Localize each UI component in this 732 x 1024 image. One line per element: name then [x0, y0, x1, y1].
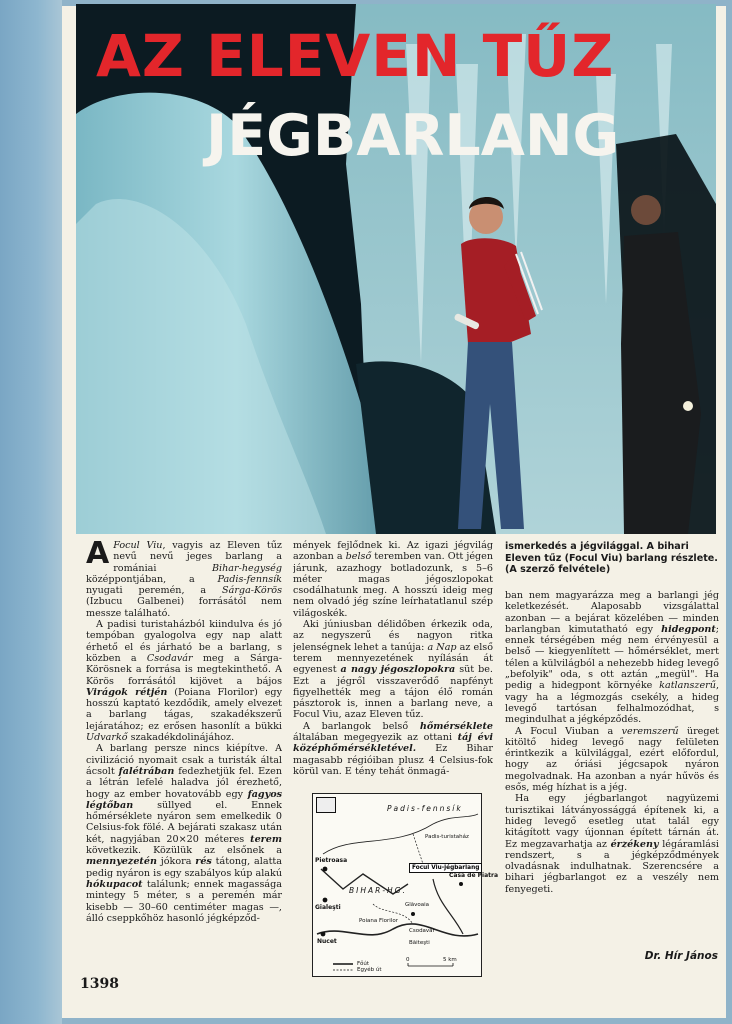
- map-place-5: Csodavár: [409, 928, 435, 934]
- paragraph: [86, 540, 282, 619]
- headline-line-2: JÉGBARLANG: [206, 103, 620, 169]
- text-run: Aki júniusban délidőben érkezik oda, az negyszerű és nagyon ritka jelenségnek lehet a tanúja:: [293, 619, 493, 653]
- text-run: ban nem magyarázza meg a barlangi jég keletkezését. Alaposabb vizsgálattal azonban — a bejárat közelében — minden barlangban kimutatható egy: [505, 590, 719, 635]
- text-run: találunk; ennek magassága mintegy 5 méter, s a peremén már kisebb — 30–60 centiméter magas —, álló cseppkőhöz hasonló jégképződ-: [86, 878, 282, 924]
- text-run: (Izbucu Galbenei) forrásától nem messze található.: [86, 596, 282, 619]
- article-column-1: [86, 540, 282, 960]
- map-legend-other-road: Egyéb út: [357, 967, 382, 973]
- map-label-bihar: BIHAR-HG.: [349, 886, 407, 895]
- map-place-0: Padis-turistaház: [425, 834, 469, 840]
- map-place-6: Nucet: [317, 938, 337, 945]
- map-place-7: Băiteşti: [409, 940, 430, 946]
- text-run: , vagyis az Eleven tűz nevű nevű jeges barlang a romániai: [113, 540, 282, 574]
- text-run: a nagy jégoszlopokra: [340, 664, 456, 676]
- headline-line-1: AZ ELEVEN TŰZ: [96, 22, 615, 90]
- map-label-padis: Padis-fennsík: [387, 804, 463, 813]
- drop-cap: A: [86, 540, 110, 571]
- map-drawing: [313, 794, 481, 976]
- text-run: katlanszerű: [659, 680, 716, 692]
- text-run: hókupacot: [86, 878, 143, 890]
- text-run: A barlangok belső: [303, 720, 420, 732]
- text-run: szakadékdolinájához.: [127, 732, 235, 744]
- text-run: Ha egy jégbarlangot nagyüzemi turisztikai látványossággá építenek ki, a hideg levegő esetleg utat talál egy kitágított vagy újonnan épített tárnán át. Ez megzavarhatja az: [505, 793, 719, 850]
- column-1-paragraphs: [86, 540, 282, 924]
- text-run: süt be. Ezt a jégről visszaverődő napfényt figyelhették meg a tájon élő román pásztorok is, innen a barlang neve, a Focul Viu, azaz Eleven tűz.: [293, 664, 493, 721]
- author-byline: Dr. Hír János: [644, 950, 718, 962]
- text-run: falétrában: [118, 765, 175, 777]
- text-run: nyugati peremén, a: [86, 585, 223, 597]
- page-number: 1398: [80, 976, 119, 992]
- map-place-3: Glăvoaia: [405, 902, 430, 908]
- map-legend-main-road: Főút: [357, 961, 369, 967]
- map-place-8: Poiana Florilor: [359, 918, 398, 924]
- text-run: veremszerű: [621, 725, 679, 737]
- text-run: tátong, alatta pedig nyáron is egy szabályos kúp alakú: [86, 856, 282, 879]
- map-place-4: Casa de Piatra: [449, 872, 498, 879]
- text-run: Padis-fennsík: [217, 573, 282, 585]
- map-place-1: Pietroasa: [315, 857, 348, 864]
- text-run: rés: [195, 856, 212, 868]
- text-run: süllyed el. Ennek hőmérséklete nyáron sem emelkedik 0 Celsius-fok fölé. A bejárati szakasz után két, nagyjában 20×20 méteres: [86, 799, 282, 845]
- paragraph: [86, 619, 282, 743]
- text-run: érzékeny: [610, 838, 659, 850]
- text-run: üreget kitöltő hideg levegő nagy felületen érintkezik a külvilággal, ezért előfordul, hogy az óriási jégcsapok nyáron megolvadnak. Ha azonban a nyár hűvös és esős, még hízhat is a jég.: [505, 725, 719, 794]
- text-run: általában megegyezik az ottani: [293, 732, 458, 744]
- text-run: táj évi középhőmérsékletével.: [293, 732, 493, 755]
- photo-caption: ismerkedés a jégvilággal. A bihari Eleven tűz (Focul Viu) barlang részlete. (A szerző felvétele): [505, 541, 718, 575]
- paragraph: [505, 793, 719, 895]
- map-scale-end: 5 km: [443, 957, 457, 963]
- text-run: következik. Közülük az elsőnek a: [86, 845, 282, 857]
- text-run: hőmérséklete: [419, 720, 493, 732]
- column-2-paragraphs: [293, 540, 493, 777]
- text-run: fedezhetjük fel. Ezen a létrán lefelé haladva jól érezhető, hogy az ember hovatovább egy: [86, 765, 282, 800]
- magazine-spine: [0, 0, 62, 1024]
- text-run: a Nap: [427, 641, 457, 653]
- text-run: teremben van. Ott jégen járunk, azazhogy botladozunk, s 5–6 méter magas jégoszlopokat csodálhatunk meg. A hosszú ideig meg nem olvadó jég színe leírhatatlanul szép világoskék.: [293, 551, 493, 619]
- text-run: ; ennek térségében még nem érvényesül a belső — kiegyenlített — hőmérséklet, mert télen a külvilágból a nehezebb hideg levegő „befolyik" oda, s ott aztán „megül". Ha pedig a hidegpont környéke: [505, 623, 719, 692]
- text-run: Ez Bihar magasabb régióiban plusz 4 Celsius-fok körül van. E tény tehát önmagá-: [293, 743, 493, 777]
- text-run: Virágok rétjén: [86, 686, 168, 698]
- map-scale-start: 0: [406, 957, 410, 963]
- paragraph: [293, 540, 493, 619]
- paragraph: [505, 726, 719, 794]
- column-3-paragraphs: [505, 590, 719, 895]
- text-run: , vagy ha a légmozgás csekély, a hideg levegő tartósan felhalmozódhat, s megindulhat a jégképződés.: [505, 680, 719, 726]
- location-map: [312, 793, 498, 977]
- article-column-3: [505, 590, 719, 935]
- text-run: jókora: [156, 856, 196, 868]
- text-run: A Focul Viuban a: [515, 725, 622, 737]
- paragraph: [293, 619, 493, 721]
- text-run: Focul Viu: [113, 540, 163, 551]
- text-run: Bihar-hegység: [211, 562, 282, 574]
- text-run: A padisi turistaházból kiindulva és jó tempóban gyalogolva egy nap alatt érhető el és járható be a barlang, s közben a: [86, 619, 282, 664]
- text-run: mények fejlődnek ki. Az igazi jégvilág azonban a: [293, 540, 493, 563]
- text-run: A barlang persze nincs kiépítve. A civilizáció nyomait csak a turisták által ácsolt: [86, 743, 282, 777]
- article-column-2: [293, 540, 493, 788]
- map-place-2: Gialeşti: [315, 904, 341, 911]
- paragraph: [505, 590, 719, 726]
- text-run: középpontjában, a: [86, 573, 218, 585]
- text-run: légáramlási rendszert, s a jégképződmények olvadásnak indulhatnak. Szerencsére a bihari jégbarlangot ez a veszély nem fenyegeti.: [505, 838, 719, 895]
- text-run: fagyos légtőban: [86, 788, 282, 811]
- text-run: Csodavár: [146, 652, 193, 664]
- paragraph: [86, 743, 282, 924]
- text-run: terem: [250, 833, 282, 845]
- text-run: Sárga-Körös: [222, 585, 282, 597]
- text-run: Udvarkő: [86, 732, 128, 744]
- text-run: mennyezetén: [86, 856, 157, 868]
- paragraph: [293, 721, 493, 777]
- text-run: meg a Sárga-Körösnek a forrása is megtekinthető. A Körös forrásától kijövet a bájos: [86, 652, 282, 687]
- text-run: belső: [345, 551, 372, 563]
- map-label-cave: Focul Viu-jégbarlang: [409, 863, 482, 873]
- text-run: (Poiana Florilor) egy hosszú kaptató kezdődik, amely elvezet a barlang tágas, szakadékszerű lejáratához; ez erősen hasonlít a bükki: [86, 686, 282, 732]
- text-run: hidegpont: [661, 623, 716, 635]
- text-run: az első terem mennyezetének nyílásán át egyenest: [293, 641, 493, 676]
- map-inset-icon: [316, 797, 336, 813]
